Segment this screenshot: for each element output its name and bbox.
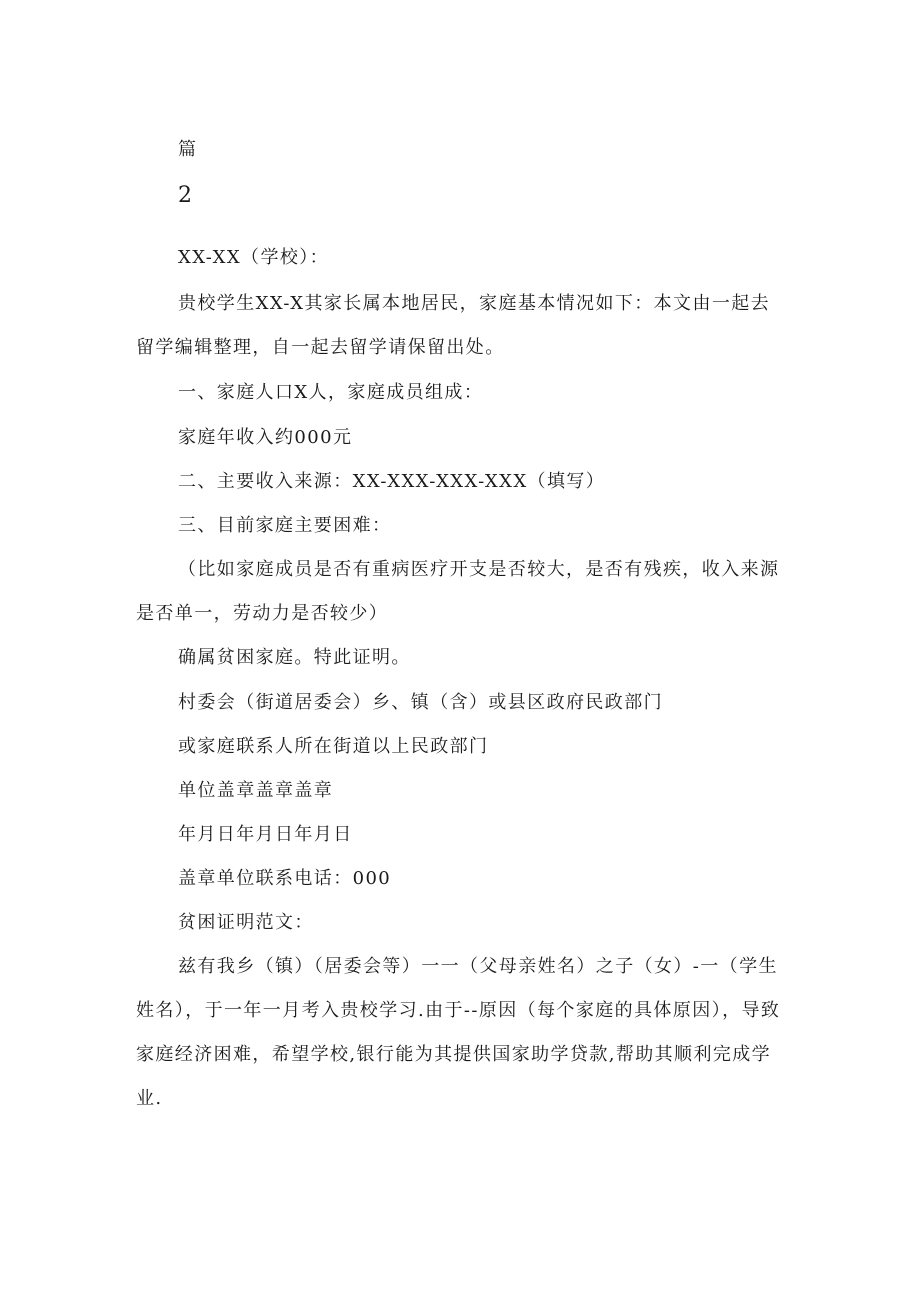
heading-number: 2 bbox=[178, 183, 194, 208]
body-paragraph: 三、目前家庭主要困难： bbox=[178, 515, 392, 536]
body-paragraph: 一、家庭人口X人，家庭成员组成： bbox=[178, 382, 484, 403]
body-paragraph: 单位盖章盖章盖章 bbox=[178, 780, 334, 801]
heading-char: 篇 bbox=[178, 139, 198, 160]
body-paragraph: 年月日年月日年月日 bbox=[178, 824, 353, 845]
body-paragraph: 贫困证明范文： bbox=[178, 912, 314, 933]
body-paragraph: 或家庭联系人所在街道以上民政部门 bbox=[178, 736, 489, 757]
addressee-line: XX-XX（学校）： bbox=[178, 247, 330, 268]
body-paragraph: 二、主要收入来源：XX-XXX-XXX-XXX（填写） bbox=[178, 471, 606, 492]
body-paragraph: 村委会（街道居委会）乡、镇（含）或县区政府民政部门 bbox=[178, 692, 663, 713]
body-paragraph: 确属贫困家庭。特此证明。 bbox=[178, 647, 411, 668]
body-paragraph: 兹有我乡（镇）（居委会等）一一（父母亲姓名）之子（女）-一（学生姓名），于一年一月考入贵校学习.由于--原因（每个家庭的具体原因），导致家庭经济困难，希望学校,银行能为其提供国家助学贷款,帮助其顺利完成学业. bbox=[136, 956, 781, 1109]
body-paragraph: （比如家庭成员是否有重病医疗开支是否较大，是否有残疾，收入来源是否单一，劳动力是否较少） bbox=[136, 559, 780, 624]
body-paragraph: 贵校学生XX-X其家长属本地居民，家庭基本情况如下：本文由一起去留学编辑整理，自一起去留学请保留出处。 bbox=[136, 293, 771, 358]
body-paragraph: 家庭年收入约000元 bbox=[178, 427, 353, 448]
body-paragraph: 盖章单位联系电话：000 bbox=[178, 868, 392, 889]
